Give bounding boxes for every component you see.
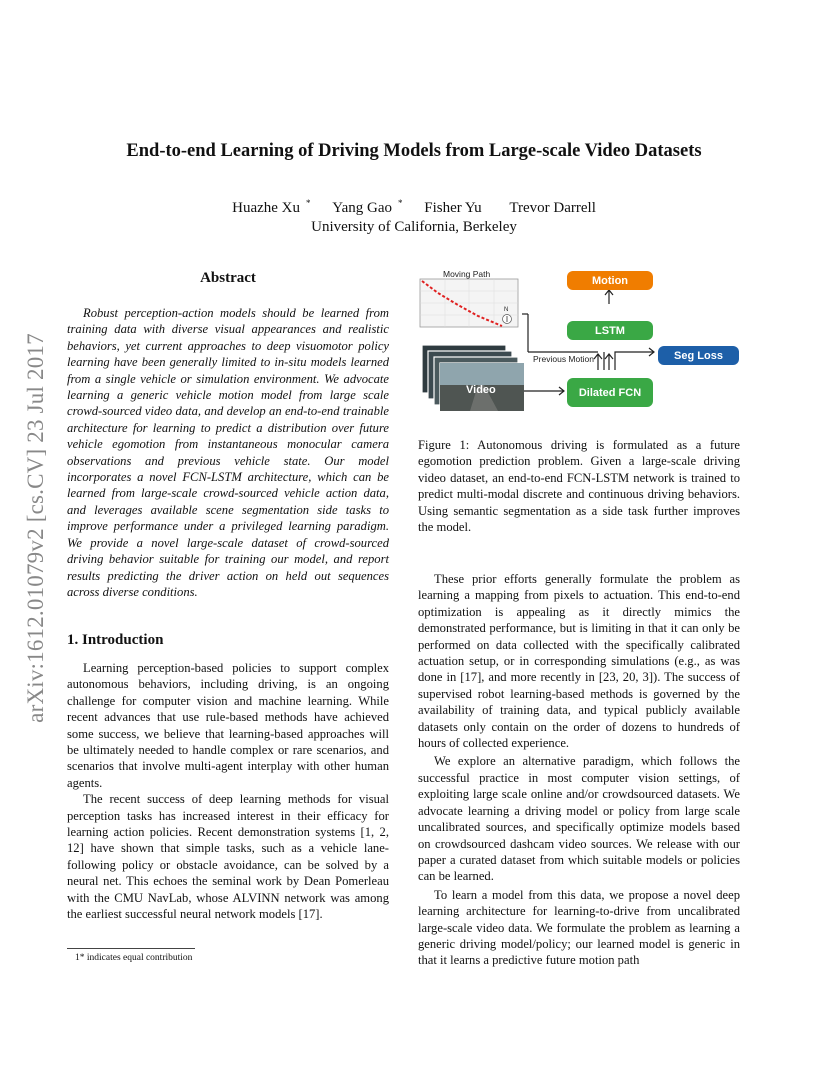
figure-caption bbox=[418, 437, 740, 535]
north-label: N bbox=[504, 307, 509, 313]
introduction-text bbox=[67, 660, 389, 923]
lstm-block: LSTM bbox=[567, 321, 653, 340]
affiliation: University of California, Berkeley bbox=[311, 219, 517, 235]
abstract-heading: Abstract bbox=[200, 270, 256, 286]
author-name: Trevor Darrell bbox=[509, 200, 596, 216]
intro-paragraph: Learning perception-based policies to support complex autonomous behaviors, including driving, is an ongoing challenge for computer vision and machine learning. While recent advances that use rule-based methods have achieved some success, we believe that learning-based approaches will be ultimately needed to handle complex or rare scenarios, and scenarios that involve multi-agent interplay with other human agents. bbox=[67, 661, 389, 790]
intro-paragraph: The recent success of deep learning methods for visual perception tasks has increased interest in their efficacy for learning action policies. Recent demonstration systems [1, 2, 12] have shown that simple tasks, such as a vehicle lane-following policy or obstacle avoidance, can be solved by a neural net. This echoes the seminal work by Dean Pomerleau with the CMU NavLab, whose ALVINN network was among the earliest successful neural network models [17]. bbox=[67, 792, 389, 922]
caption-text: Figure 1: Autonomous driving is formulated as a future egomotion prediction problem. Given a large-scale driving video dataset, an end-to-end FCN-LSTM network is trained to predict multi-modal discrete and continuous driving behaviors. Using semantic segmentation as a side task further improves the model. bbox=[418, 438, 740, 535]
previous-motion-label: Previous Motion bbox=[533, 354, 594, 364]
moving-path-label: Moving Path bbox=[443, 269, 491, 279]
introduction-heading: 1. Introduction bbox=[67, 632, 164, 648]
footnote: 1* indicates equal contribution bbox=[75, 953, 193, 963]
author-block bbox=[0, 194, 828, 237]
arxiv-sidebar bbox=[20, 297, 52, 759]
paper-title: End-to-end Learning of Driving Models from Large-scale Video Datasets bbox=[126, 141, 702, 161]
arxiv-id: arXiv:1612.01079v2 [cs.CV] 23 Jul 2017 bbox=[23, 333, 48, 723]
author-name: Huazhe Xu * bbox=[232, 198, 311, 216]
author-list bbox=[0, 194, 828, 218]
abstract-text bbox=[67, 305, 389, 600]
body-paragraph: To learn a model from this data, we propose a novel deep learning architecture for learning-to-drive from uncalibrated large-scale video data. We formulate the problem as learning a generic driving model/policy; our learned model is generic in that it learns a predictive future motion path bbox=[418, 887, 740, 968]
video-label: Video bbox=[466, 384, 496, 396]
abstract-paragraph: Robust perception-action models should be learned from training data with diverse visual appearances and realistic behaviors, yet current approaches to deep visuomotor policy learning have been generally limited to in-situ models learned from a single vehicle or simulation environment. We advocate learning a generic vehicle motion model from large scale crowd-sourced video data, and develop an end-to-end trainable architecture for learning to predict a distribution over future vehicle egomotion from instantaneous monocular camera observations and previous vehicle state. Our model incorporates a novel FCN-LSTM architecture, which can be learned from large-scale crowd-sourced vehicle action data, and leverages available scene segmentation side tasks to improve performance under a privileged learning paradigm. We provide a novel large-scale dataset of crowd-sourced driving behavior suitable for training our model, and report results predicting the driver action on held out sequences across diverse conditions. bbox=[67, 306, 389, 599]
video-frames-icon bbox=[422, 345, 524, 411]
author-name: Yang Gao * bbox=[332, 198, 403, 216]
author-name: Fisher Yu bbox=[424, 200, 482, 216]
figure-1 bbox=[418, 266, 740, 416]
right-column-text bbox=[418, 571, 740, 969]
motion-block: Motion bbox=[567, 271, 653, 290]
body-paragraph: These prior efforts generally formulate the problem as learning a mapping from pixels to actuation. This end-to-end optimization is appealing as it directly mimics the demonstrated performance, but is limiting in that it can only be performed on data collected with the specifically calibrated actuation setup, or in corresponding simulations (e.g., as was done in [17], and more recently in [23, 20, 3]). The success of supervised robot learning-based methods is governed by the availability of training data, and typical publicly available datasets only contain on the order of dozens to hundreds of hours of collected experience. bbox=[418, 572, 740, 751]
footnote-rule bbox=[67, 948, 195, 949]
body-paragraph: We explore an alternative paradigm, which follows the successful practice in most computer vision settings, of exploiting large scale online and/or crowdsourced datasets. We advocate learning a driving model or policy from large scale uncalibrated sources, and specifically optimize models based on crowdsourced dashcam video sources. We release with our paper a curated dataset from which suitable models or policies can be learned. bbox=[418, 754, 740, 884]
dilated-fcn-block: Dilated FCN bbox=[567, 378, 653, 407]
seg-loss-block: Seg Loss bbox=[658, 346, 739, 365]
